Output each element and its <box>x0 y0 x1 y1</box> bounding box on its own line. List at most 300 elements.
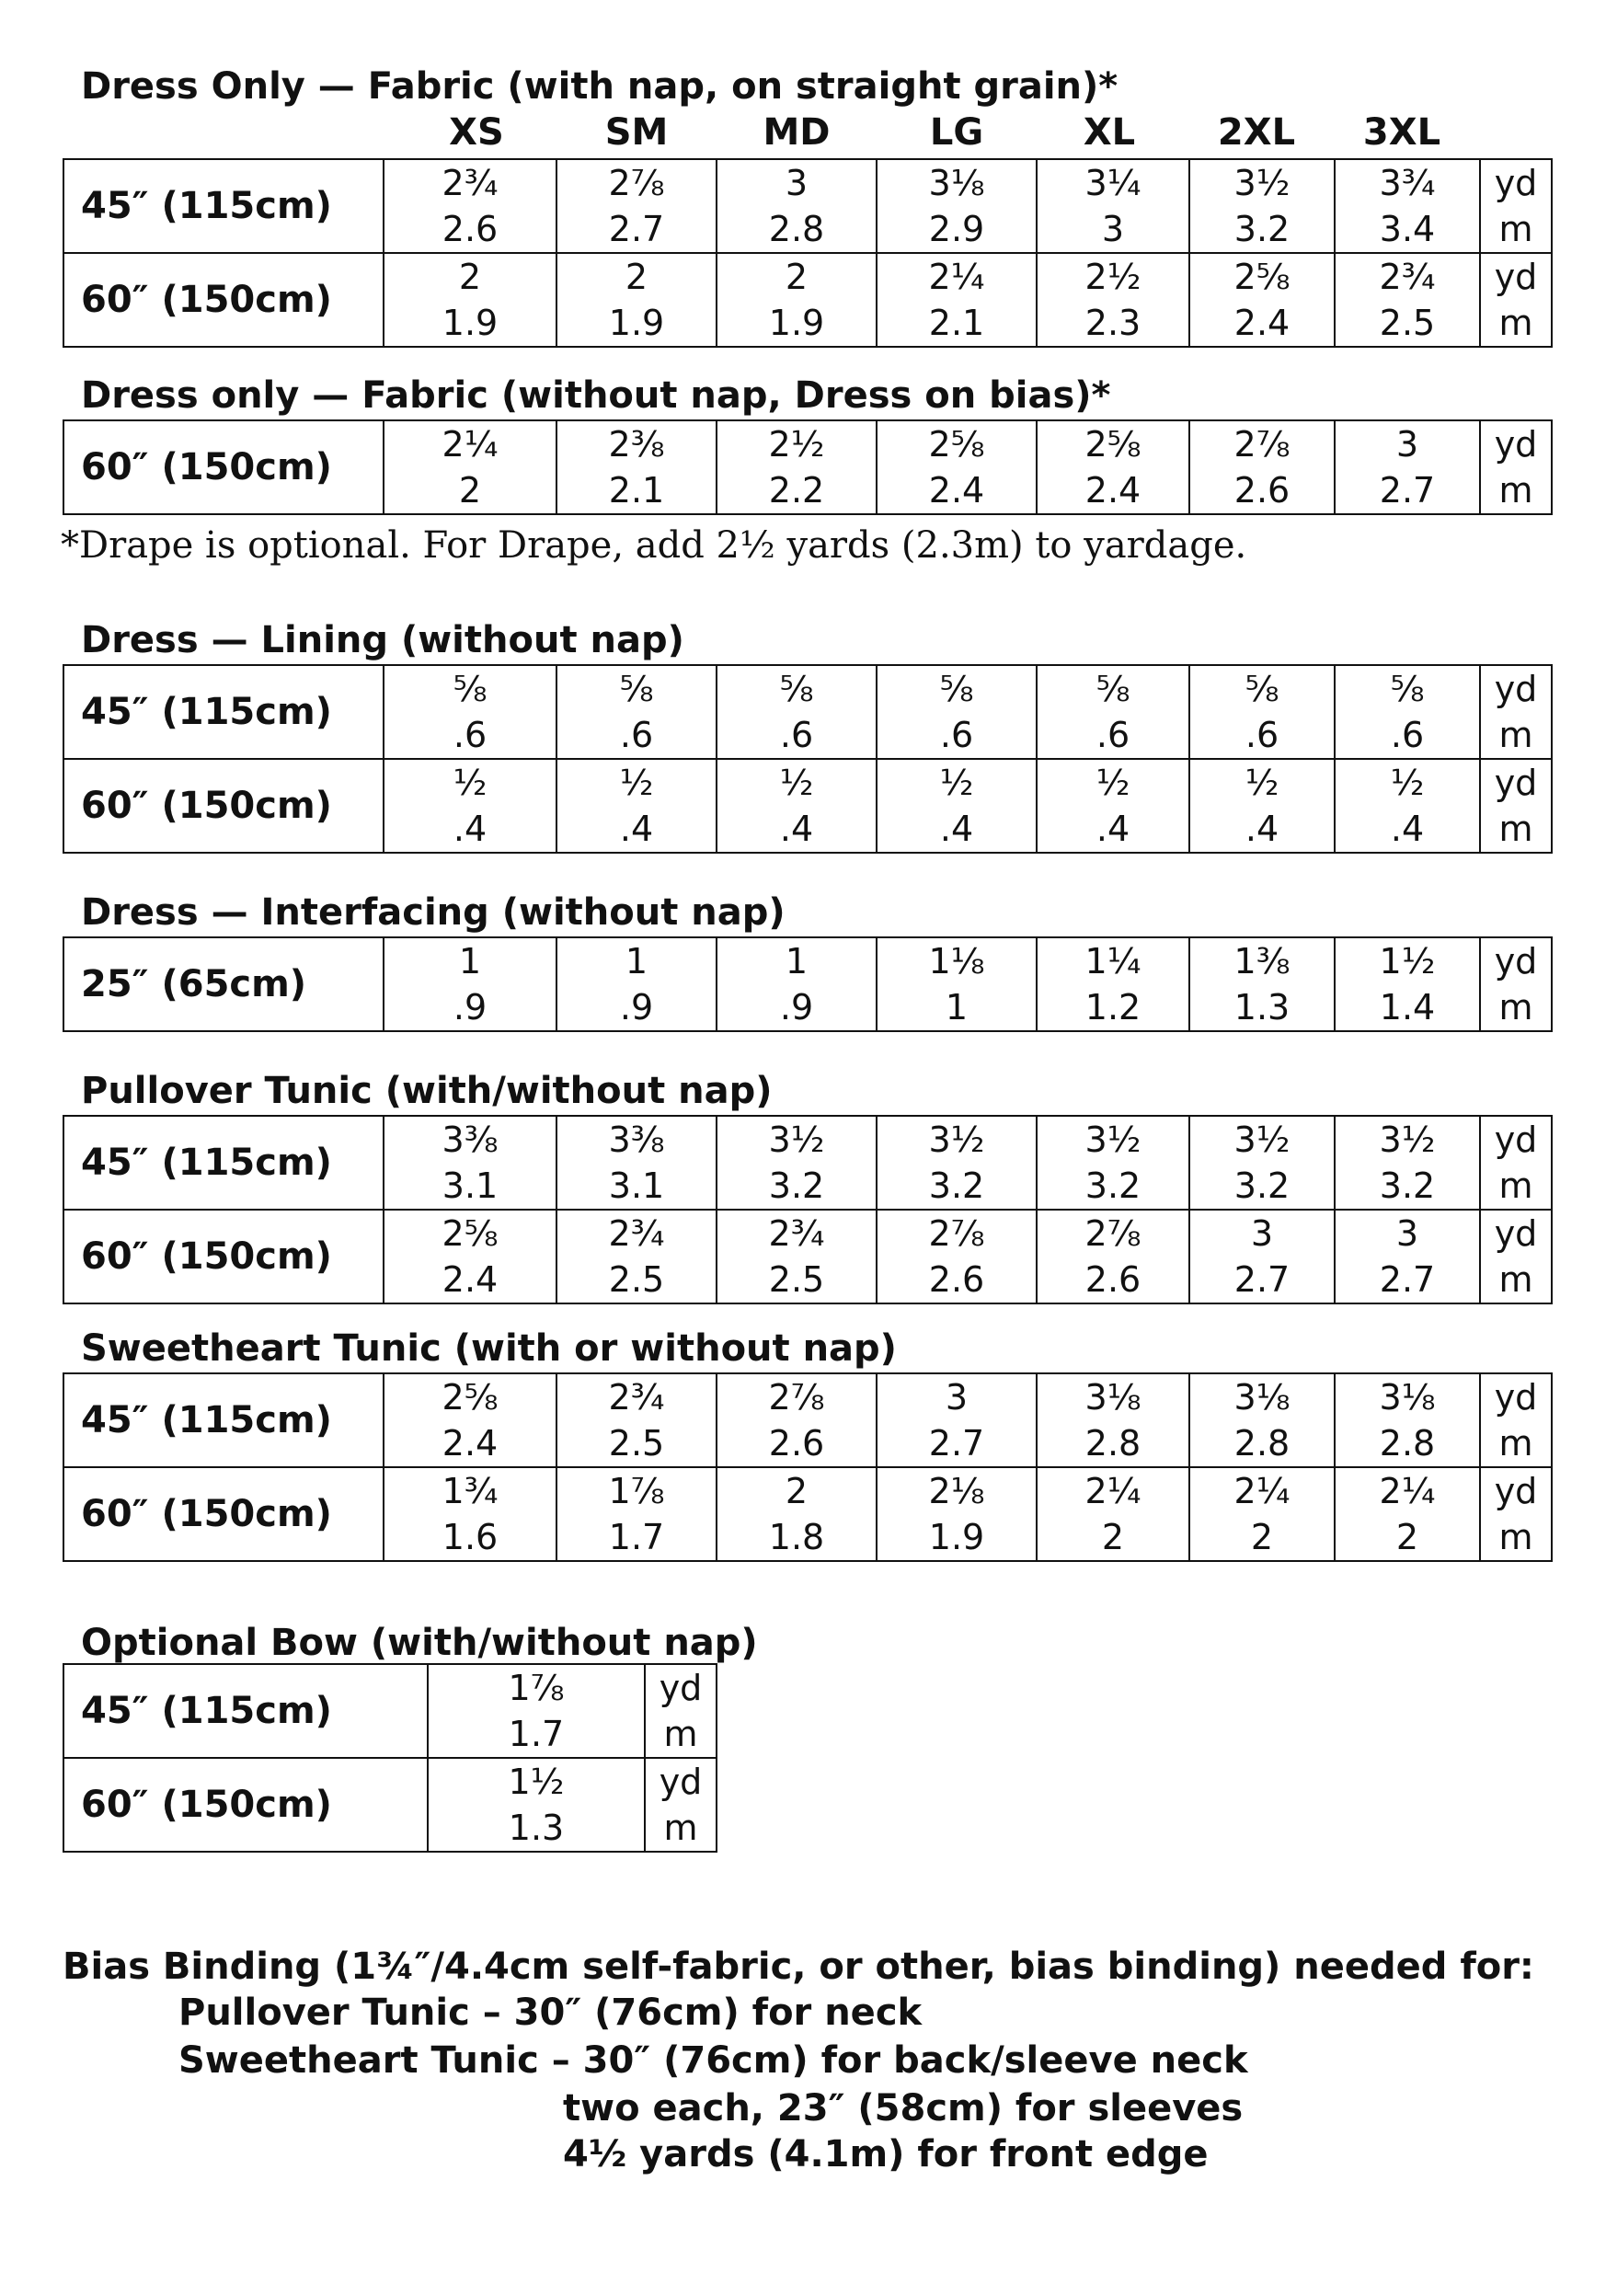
table-row <box>63 759 1552 853</box>
yardage-cell <box>1189 937 1335 1031</box>
meters-value: 2.6 <box>1084 1259 1141 1300</box>
yardage-cell <box>556 420 717 514</box>
unit-m: m <box>1498 1423 1533 1464</box>
yards-value: 3 <box>1395 1213 1419 1254</box>
yards-value: 3½ <box>768 1119 825 1160</box>
yards-value: ½ <box>453 763 488 803</box>
section-title-lining: Dress — Lining (without nap) <box>81 619 684 661</box>
meters-value: 2.6 <box>1233 470 1291 511</box>
yardage-cell <box>717 253 877 347</box>
bias-binding-line: Sweetheart Tunic – 30″ (76cm) for back/sleeve neck <box>178 2039 1248 2082</box>
meters-value: 2.1 <box>928 303 985 343</box>
meters-value: 2.2 <box>768 470 825 511</box>
unit-m: m <box>663 1808 698 1848</box>
yards-value: 2⅞ <box>768 1377 825 1418</box>
yardage-cell <box>1037 159 1189 253</box>
yardage-cell <box>1335 253 1480 347</box>
yards-value: ½ <box>1096 763 1130 803</box>
section-title-dress-fabric-nap: Dress Only — Fabric (with nap, on straight grain)* <box>81 65 1118 108</box>
meters-value: .6 <box>1390 715 1425 755</box>
width-label: 25″ (65cm) <box>63 937 384 1031</box>
unit-cell <box>645 1664 717 1758</box>
meters-value: 2.1 <box>608 470 665 511</box>
yards-value: 1 <box>785 941 809 982</box>
meters-value: 3 <box>1101 209 1125 249</box>
yardage-cell <box>556 159 717 253</box>
yardage-cell <box>1335 1373 1480 1467</box>
meters-value: 1 <box>945 987 969 1027</box>
meters-value: 3.2 <box>1084 1165 1141 1206</box>
meters-value: .6 <box>619 715 654 755</box>
yards-value: 2⅞ <box>1084 1213 1141 1254</box>
size-header: SM <box>604 111 669 154</box>
table-row <box>63 937 1552 1031</box>
meters-value: 2 <box>458 470 482 511</box>
drape-note: *Drape is optional. For Drape, add 2½ yards (2.3m) to yardage. <box>61 524 1247 567</box>
yards-value: 2⅜ <box>608 424 665 465</box>
yardage-cell <box>877 937 1037 1031</box>
meters-value: 1.9 <box>768 303 825 343</box>
width-label: 60″ (150cm) <box>63 420 384 514</box>
yardage-cell <box>1037 1467 1189 1561</box>
unit-yd: yd <box>1494 763 1538 803</box>
unit-cell <box>1480 420 1552 514</box>
yardage-cell <box>1335 420 1480 514</box>
yardage-cell <box>877 759 1037 853</box>
yardage-cell <box>877 1467 1037 1561</box>
meters-value: .4 <box>453 809 488 849</box>
size-header: XL <box>1083 111 1136 154</box>
yardage-cell <box>1189 253 1335 347</box>
yards-value: 2⅞ <box>1233 424 1291 465</box>
yardage-cell <box>1189 420 1335 514</box>
yardage-cell <box>717 1373 877 1467</box>
yards-value: 3 <box>785 163 809 203</box>
yards-value: 2¾ <box>442 163 499 203</box>
size-header: 3XL <box>1362 111 1441 154</box>
yards-value: 1⅞ <box>608 1471 665 1511</box>
meters-value: 2.4 <box>928 470 985 511</box>
yards-value: 2⅝ <box>1233 257 1291 297</box>
meters-value: 2.4 <box>1233 303 1291 343</box>
yards-value: ⅝ <box>619 669 654 709</box>
yards-value: 2¾ <box>1379 257 1436 297</box>
yards-value: 3⅛ <box>1084 1377 1141 1418</box>
yardage-table <box>63 664 1553 854</box>
section-title-interfacing: Dress — Interfacing (without nap) <box>81 891 786 934</box>
yardage-cell <box>1335 1467 1480 1561</box>
yardage-cell <box>556 1467 717 1561</box>
yards-value: 2⅛ <box>928 1471 985 1511</box>
yardage-cell <box>877 253 1037 347</box>
yards-value: 3½ <box>1084 1119 1141 1160</box>
section-title-sweetheart-tunic: Sweetheart Tunic (with or without nap) <box>81 1327 897 1370</box>
yardage-table <box>63 1372 1553 1562</box>
meters-value: 2.6 <box>768 1423 825 1464</box>
yardage-cell <box>384 1467 556 1561</box>
yardage-cell <box>1037 253 1189 347</box>
meters-value: .4 <box>779 809 814 849</box>
meters-value: 2.5 <box>608 1423 665 1464</box>
yardage-cell <box>1189 1210 1335 1303</box>
yardage-cell <box>717 937 877 1031</box>
yards-value: 2¾ <box>608 1213 665 1254</box>
unit-cell <box>1480 665 1552 759</box>
unit-m: m <box>1498 1517 1533 1557</box>
yards-value: 2⅝ <box>442 1377 499 1418</box>
yards-value: 1 <box>625 941 648 982</box>
yards-value: ½ <box>619 763 654 803</box>
yardage-cell <box>384 420 556 514</box>
yardage-cell <box>556 665 717 759</box>
yards-value: 3 <box>1250 1213 1274 1254</box>
yardage-cell <box>877 1210 1037 1303</box>
meters-value: 1.8 <box>768 1517 825 1557</box>
yardage-cell <box>1189 1373 1335 1467</box>
yards-value: 1⅞ <box>508 1668 565 1708</box>
meters-value: .6 <box>1245 715 1279 755</box>
yards-value: 2⅝ <box>1084 424 1141 465</box>
unit-yd: yd <box>659 1762 703 1802</box>
unit-yd: yd <box>1494 163 1538 203</box>
unit-m: m <box>1498 715 1533 755</box>
yards-value: 2¾ <box>768 1213 825 1254</box>
size-header-row <box>0 111 1606 158</box>
yardage-cell <box>556 1116 717 1210</box>
meters-value: .4 <box>1096 809 1130 849</box>
size-header: LG <box>929 111 984 154</box>
bias-binding-heading: Bias Binding (1¾″/4.4cm self-fabric, or other, bias binding) needed for: <box>63 1946 1534 1988</box>
meters-value: .6 <box>939 715 974 755</box>
yardage-cell <box>1037 420 1189 514</box>
meters-value: 2.5 <box>768 1259 825 1300</box>
yardage-table <box>63 419 1553 515</box>
width-label: 45″ (115cm) <box>63 665 384 759</box>
yards-value: 3⅜ <box>442 1119 499 1160</box>
table-row <box>63 1664 717 1758</box>
yards-value: 3 <box>945 1377 969 1418</box>
meters-value: 2.7 <box>1379 1259 1436 1300</box>
yards-value: ⅝ <box>939 669 974 709</box>
width-label: 60″ (150cm) <box>63 759 384 853</box>
meters-value: .4 <box>939 809 974 849</box>
meters-value: 2.4 <box>442 1423 499 1464</box>
unit-m: m <box>1498 1165 1533 1206</box>
width-label: 45″ (115cm) <box>63 159 384 253</box>
meters-value: 2.8 <box>1379 1423 1436 1464</box>
section-title-pullover-tunic: Pullover Tunic (with/without nap) <box>81 1070 773 1112</box>
bias-binding-line: two each, 23″ (58cm) for sleeves <box>563 2087 1244 2130</box>
unit-cell <box>1480 1373 1552 1467</box>
meters-value: 1.9 <box>608 303 665 343</box>
unit-cell <box>1480 937 1552 1031</box>
yardage-cell <box>877 1116 1037 1210</box>
yardage-cell <box>1037 665 1189 759</box>
width-label: 45″ (115cm) <box>63 1116 384 1210</box>
yardage-table <box>63 936 1553 1032</box>
yards-value: 1⅛ <box>928 941 985 982</box>
meters-value: 2.4 <box>1084 470 1141 511</box>
table-row <box>63 420 1552 514</box>
yards-value: 2¼ <box>1379 1471 1436 1511</box>
unit-yd: yd <box>659 1668 703 1708</box>
yards-value: ½ <box>779 763 814 803</box>
yardage-table <box>63 1115 1553 1304</box>
yardage-cell <box>384 1116 556 1210</box>
meters-value: .6 <box>453 715 488 755</box>
meters-value: 2 <box>1250 1517 1274 1557</box>
unit-cell <box>1480 759 1552 853</box>
yardage-cell <box>1189 1467 1335 1561</box>
meters-value: 1.3 <box>508 1808 565 1848</box>
table-row <box>63 1116 1552 1210</box>
yards-value: 2¼ <box>442 424 499 465</box>
yardage-cell <box>384 937 556 1031</box>
yardage-cell <box>384 665 556 759</box>
yards-value: 3½ <box>1379 1119 1436 1160</box>
yardage-table <box>63 1663 717 1853</box>
unit-m: m <box>1498 809 1533 849</box>
yardage-cell <box>384 159 556 253</box>
bias-binding-line: 4½ yards (4.1m) for front edge <box>563 2133 1209 2175</box>
yards-value: ⅝ <box>453 669 488 709</box>
section-title-dress-fabric-bias: Dress only — Fabric (without nap, Dress on bias)* <box>81 374 1111 417</box>
meters-value: 3.2 <box>768 1165 825 1206</box>
size-header: MD <box>763 111 831 154</box>
meters-value: 1.9 <box>442 303 499 343</box>
yardage-cell <box>717 420 877 514</box>
table-row <box>63 1467 1552 1561</box>
unit-m: m <box>1498 1259 1533 1300</box>
table-row <box>63 1373 1552 1467</box>
yardage-cell <box>556 759 717 853</box>
table-row <box>63 253 1552 347</box>
yardage-cell <box>1037 1373 1189 1467</box>
unit-m: m <box>663 1714 698 1754</box>
meters-value: 2.5 <box>608 1259 665 1300</box>
meters-value: 3.2 <box>1233 209 1291 249</box>
unit-cell <box>1480 1210 1552 1303</box>
meters-value: 3.4 <box>1379 209 1436 249</box>
table-row <box>63 665 1552 759</box>
yardage-cell <box>717 159 877 253</box>
yardage-cell <box>1335 159 1480 253</box>
size-header: XS <box>449 111 504 154</box>
yards-value: 3¼ <box>1084 163 1141 203</box>
yardage-cell <box>556 253 717 347</box>
yards-value: ⅝ <box>1390 669 1425 709</box>
yardage-cell <box>556 1373 717 1467</box>
meters-value: 1.9 <box>928 1517 985 1557</box>
yardage-cell <box>556 1210 717 1303</box>
yards-value: 2⅞ <box>928 1213 985 1254</box>
meters-value: 3.2 <box>928 1165 985 1206</box>
yards-value: 3⅛ <box>1379 1377 1436 1418</box>
meters-value: 2.6 <box>442 209 499 249</box>
yardage-cell <box>717 1116 877 1210</box>
yards-value: 2 <box>625 257 648 297</box>
yards-value: 2 <box>785 257 809 297</box>
yardage-cell <box>1189 665 1335 759</box>
yards-value: 3⅛ <box>928 163 985 203</box>
yardage-cell <box>428 1664 645 1758</box>
meters-value: .6 <box>779 715 814 755</box>
yards-value: 3¾ <box>1379 163 1436 203</box>
yardage-cell <box>384 1210 556 1303</box>
yards-value: 3½ <box>1233 163 1291 203</box>
table-row <box>63 1758 717 1852</box>
yardage-cell <box>877 420 1037 514</box>
meters-value: 2.7 <box>1233 1259 1291 1300</box>
yards-value: ½ <box>1390 763 1425 803</box>
yards-value: 3½ <box>1233 1119 1291 1160</box>
yardage-cell <box>877 1373 1037 1467</box>
yards-value: 2¼ <box>1233 1471 1291 1511</box>
yardage-cell <box>1335 759 1480 853</box>
meters-value: .4 <box>1390 809 1425 849</box>
yardage-cell <box>1037 759 1189 853</box>
unit-cell <box>1480 1467 1552 1561</box>
meters-value: 2.5 <box>1379 303 1436 343</box>
yards-value: ⅝ <box>1096 669 1130 709</box>
width-label: 60″ (150cm) <box>63 1467 384 1561</box>
yards-value: 1½ <box>508 1762 565 1802</box>
width-label: 45″ (115cm) <box>63 1373 384 1467</box>
meters-value: 1.6 <box>442 1517 499 1557</box>
yards-value: 2½ <box>768 424 825 465</box>
meters-value: 2.8 <box>1084 1423 1141 1464</box>
unit-yd: yd <box>1494 1119 1538 1160</box>
meters-value: 2.7 <box>608 209 665 249</box>
meters-value: 2.6 <box>928 1259 985 1300</box>
yards-value: 1⅜ <box>1233 941 1291 982</box>
meters-value: .4 <box>619 809 654 849</box>
yards-value: 1½ <box>1379 941 1436 982</box>
yardage-cell <box>384 253 556 347</box>
yardage-cell <box>1037 1210 1189 1303</box>
yards-value: 1¾ <box>442 1471 499 1511</box>
yards-value: 3½ <box>928 1119 985 1160</box>
unit-yd: yd <box>1494 257 1538 297</box>
meters-value: 2.4 <box>442 1259 499 1300</box>
width-label: 60″ (150cm) <box>63 1210 384 1303</box>
meters-value: 2 <box>1395 1517 1419 1557</box>
meters-value: 3.2 <box>1233 1165 1291 1206</box>
unit-yd: yd <box>1494 941 1538 982</box>
yardage-cell <box>717 759 877 853</box>
yards-value: 2¼ <box>1084 1471 1141 1511</box>
yardage-cell <box>384 1373 556 1467</box>
meters-value: .9 <box>453 987 488 1027</box>
table-row <box>63 1210 1552 1303</box>
meters-value: 2.9 <box>928 209 985 249</box>
yards-value: 2¾ <box>608 1377 665 1418</box>
unit-cell <box>1480 159 1552 253</box>
yards-value: 2⅞ <box>608 163 665 203</box>
unit-cell <box>1480 253 1552 347</box>
yards-value: 1¼ <box>1084 941 1141 982</box>
unit-yd: yd <box>1494 669 1538 709</box>
meters-value: 1.3 <box>1233 987 1291 1027</box>
meters-value: 2.7 <box>928 1423 985 1464</box>
unit-cell <box>1480 1116 1552 1210</box>
yards-value: ½ <box>1245 763 1279 803</box>
yards-value: 2 <box>458 257 482 297</box>
yards-value: 1 <box>458 941 482 982</box>
yards-value: 3⅜ <box>608 1119 665 1160</box>
meters-value: .9 <box>779 987 814 1027</box>
unit-m: m <box>1498 303 1533 343</box>
yards-value: 2 <box>785 1471 809 1511</box>
yards-value: 3⅛ <box>1233 1377 1291 1418</box>
yardage-cell <box>1189 159 1335 253</box>
yards-value: 2¼ <box>928 257 985 297</box>
yardage-cell <box>1189 759 1335 853</box>
unit-m: m <box>1498 209 1533 249</box>
yardage-cell <box>717 1467 877 1561</box>
meters-value: 2 <box>1101 1517 1125 1557</box>
meters-value: 3.1 <box>442 1165 499 1206</box>
yardage-cell <box>1335 1116 1480 1210</box>
bias-binding-line: Pullover Tunic – 30″ (76cm) for neck <box>178 1992 923 2034</box>
yards-value: ⅝ <box>1245 669 1279 709</box>
yardage-cell <box>1037 937 1189 1031</box>
width-label: 60″ (150cm) <box>63 253 384 347</box>
width-label: 45″ (115cm) <box>63 1664 428 1758</box>
meters-value: .6 <box>1096 715 1130 755</box>
meters-value: 2.8 <box>768 209 825 249</box>
yardage-table <box>63 158 1553 348</box>
meters-value: 1.2 <box>1084 987 1141 1027</box>
unit-yd: yd <box>1494 1377 1538 1418</box>
yardage-cell <box>384 759 556 853</box>
unit-m: m <box>1498 470 1533 511</box>
unit-m: m <box>1498 987 1533 1027</box>
section-title-optional-bow: Optional Bow (with/without nap) <box>81 1622 758 1664</box>
size-header: 2XL <box>1217 111 1296 154</box>
meters-value: 1.4 <box>1379 987 1436 1027</box>
yardage-cell <box>1335 1210 1480 1303</box>
yardage-cell <box>428 1758 645 1852</box>
unit-yd: yd <box>1494 1471 1538 1511</box>
table-row <box>63 159 1552 253</box>
yards-value: 2½ <box>1084 257 1141 297</box>
yardage-cell <box>1335 937 1480 1031</box>
yardage-cell <box>717 1210 877 1303</box>
yards-value: 2⅝ <box>928 424 985 465</box>
meters-value: 2.7 <box>1379 470 1436 511</box>
unit-cell <box>645 1758 717 1852</box>
yardage-cell <box>877 665 1037 759</box>
unit-yd: yd <box>1494 1213 1538 1254</box>
meters-value: .4 <box>1245 809 1279 849</box>
unit-yd: yd <box>1494 424 1538 465</box>
yardage-cell <box>877 159 1037 253</box>
yardage-cell <box>556 937 717 1031</box>
meters-value: 1.7 <box>508 1714 565 1754</box>
meters-value: 3.1 <box>608 1165 665 1206</box>
meters-value: 2.3 <box>1084 303 1141 343</box>
yards-value: 3 <box>1395 424 1419 465</box>
yardage-cell <box>1037 1116 1189 1210</box>
yardage-cell <box>1335 665 1480 759</box>
yards-value: 2⅝ <box>442 1213 499 1254</box>
meters-value: 2.8 <box>1233 1423 1291 1464</box>
meters-value: .9 <box>619 987 654 1027</box>
yardage-cell <box>717 665 877 759</box>
meters-value: 1.7 <box>608 1517 665 1557</box>
yards-value: ⅝ <box>779 669 814 709</box>
